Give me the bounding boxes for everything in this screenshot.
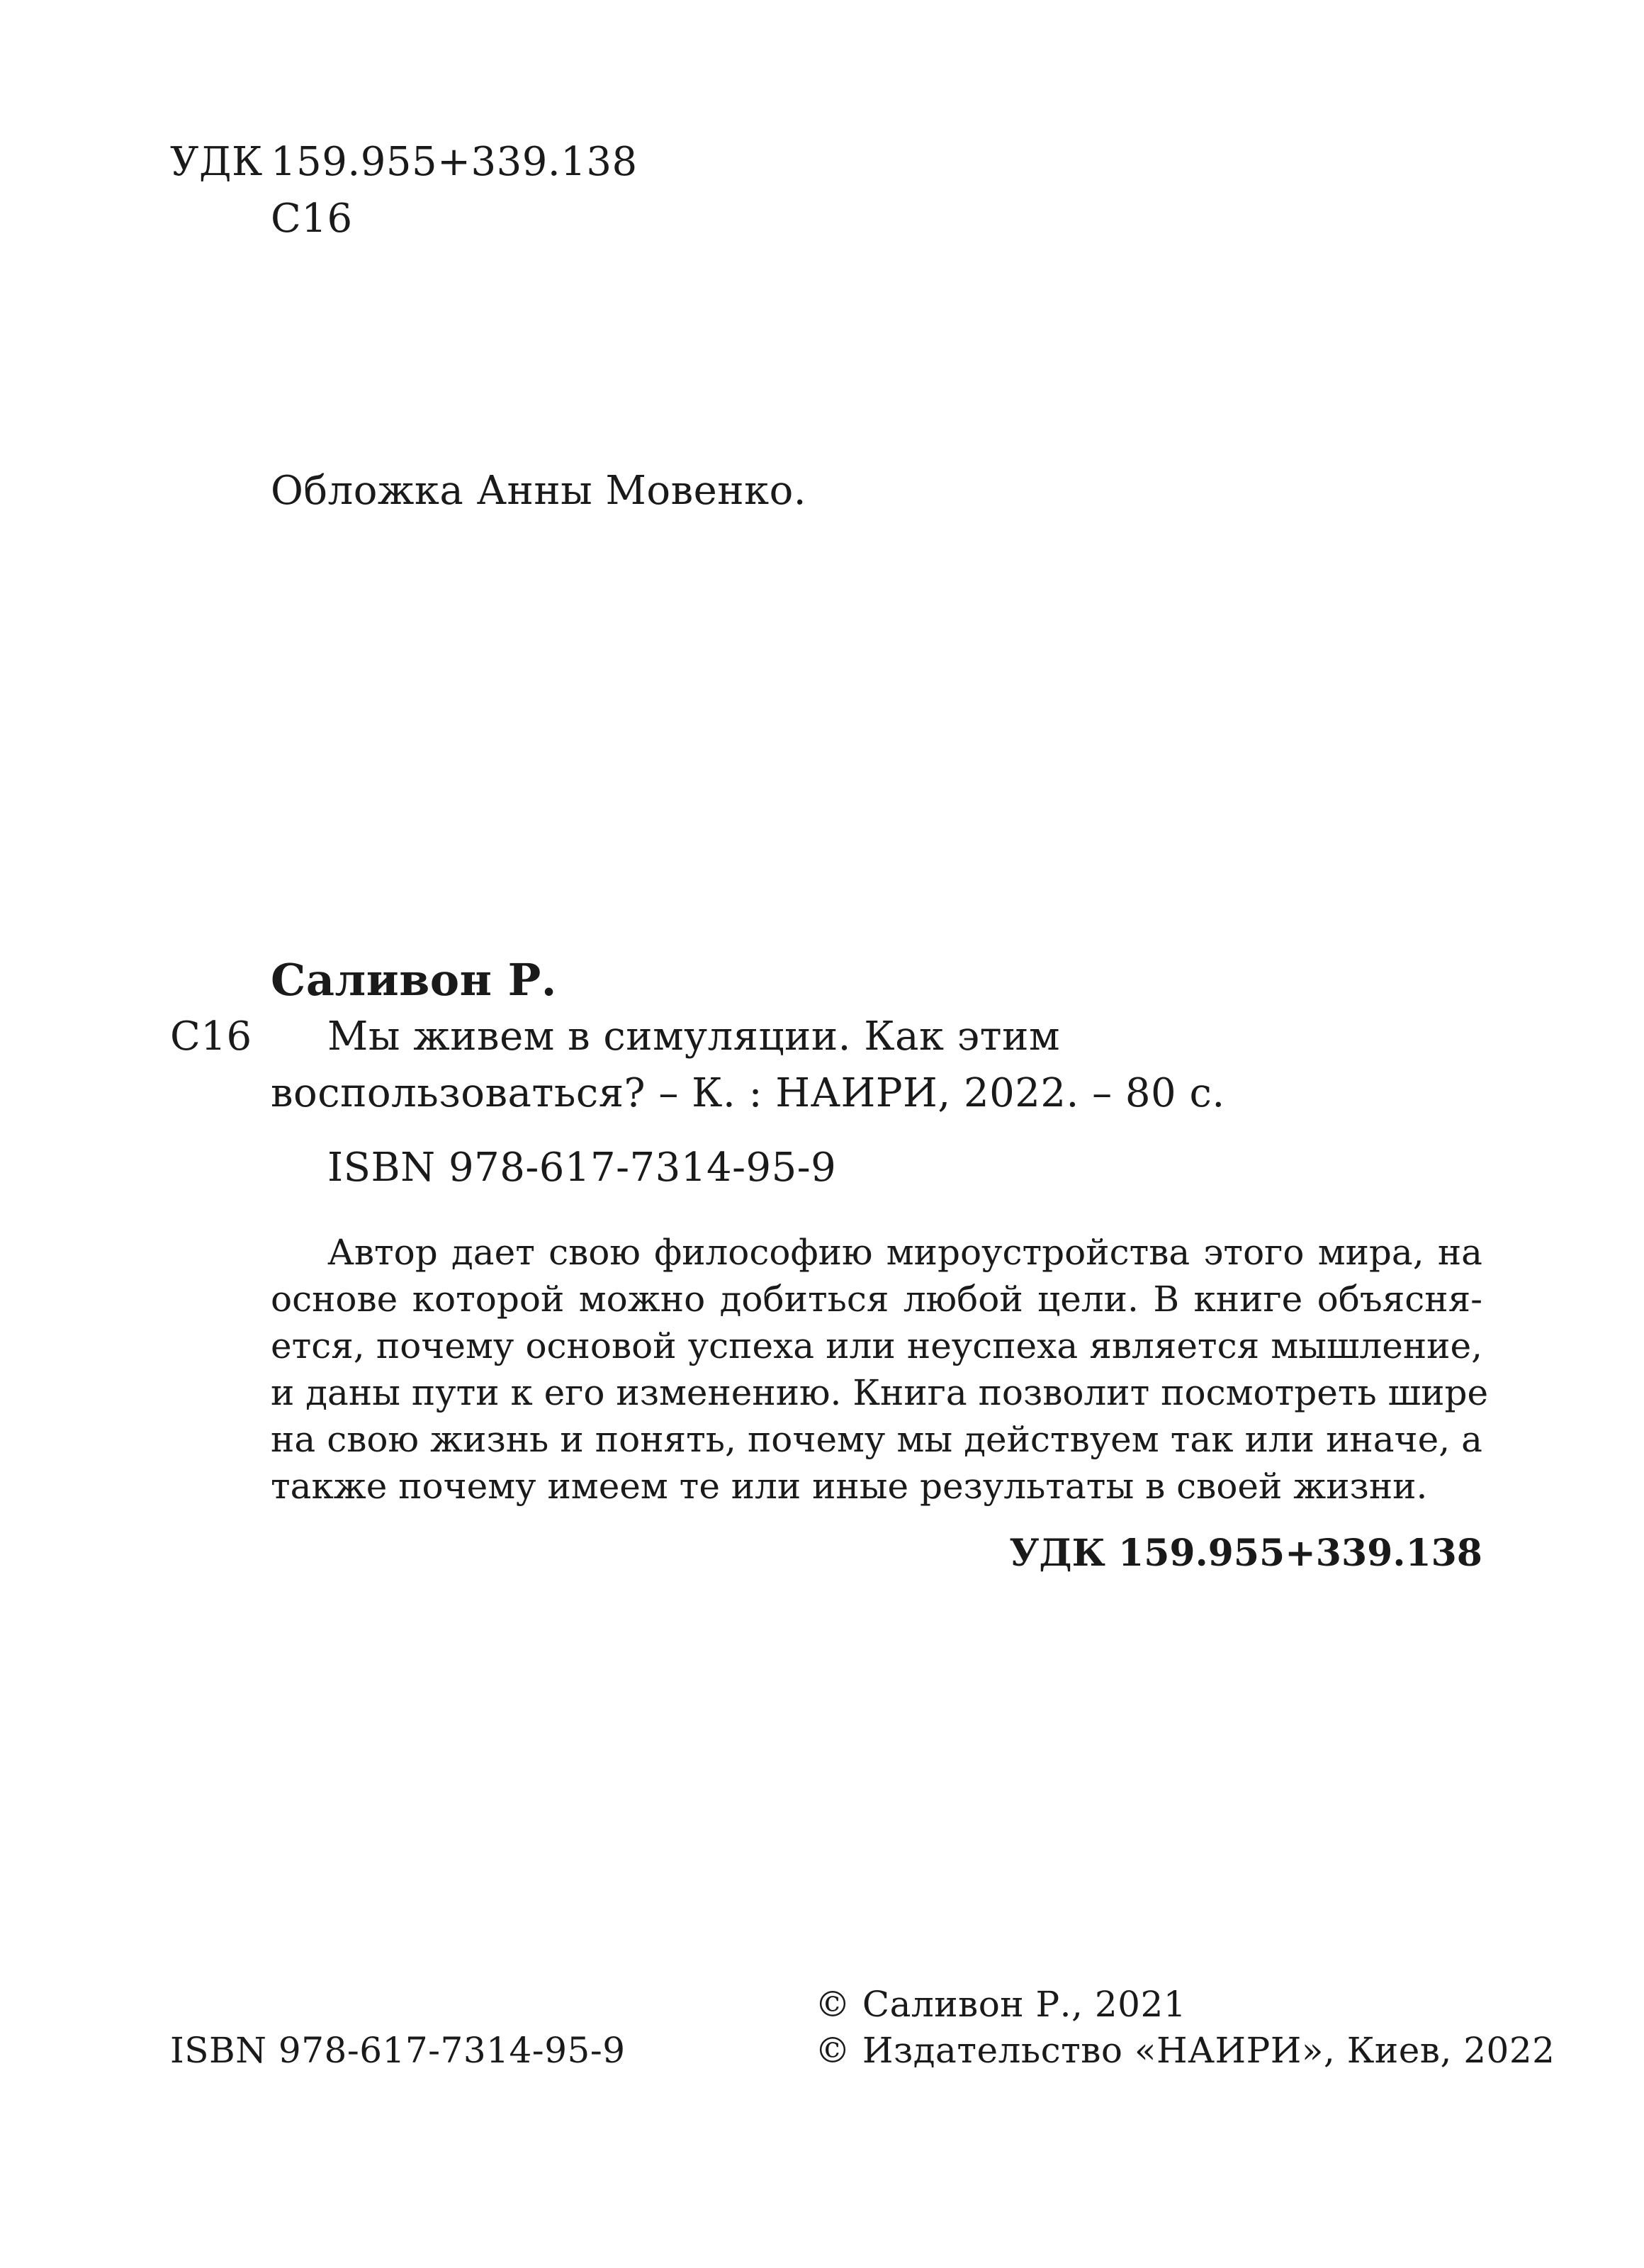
abstract-line: основе которой можно добиться любой цели. В книге объясня- — [271, 1279, 1482, 1320]
abstract-line: ется, почему основой успеха или неуспеха является мышление, — [271, 1325, 1482, 1366]
copyright-author: © Саливон Р., 2021 — [815, 1984, 1187, 2025]
abstract-line: на свою жизнь и понять, почему мы действуем так или иначе, а — [271, 1419, 1482, 1460]
udk-code: 159.955+339.138 — [271, 139, 638, 185]
abstract-line: Автор дает свою философию мироустройства этого мира, на — [327, 1232, 1482, 1273]
abstract-line: и даны пути к его изменению. Книга позволит посмотреть шире — [271, 1372, 1489, 1413]
entry-author-mark: С16 — [170, 1014, 252, 1060]
author-mark: С16 — [271, 196, 353, 242]
book-title-line-1: Мы живем в симуляции. Как этим — [327, 1014, 1061, 1060]
author-name: Саливон Р. — [271, 954, 557, 1006]
copyright-publisher: © Издательство «НАИРИ», Киев, 2022 — [815, 2030, 1555, 2071]
entry-isbn: ISBN 978-617-7314-95-9 — [327, 1145, 837, 1191]
udk-label: УДК — [170, 139, 263, 185]
book-title-line-2: воспользоваться? – К. : НАИРИ, 2022. – 80 с. — [271, 1070, 1225, 1116]
udk-bottom: УДК 159.955+339.138 — [1009, 1532, 1482, 1575]
footer-isbn: ISBN 978-617-7314-95-9 — [170, 2030, 626, 2071]
abstract-line: также почему имеем те или иные результаты в своей жизни. — [271, 1466, 1428, 1507]
cover-credit: Обложка Анны Мовенко. — [271, 468, 807, 514]
